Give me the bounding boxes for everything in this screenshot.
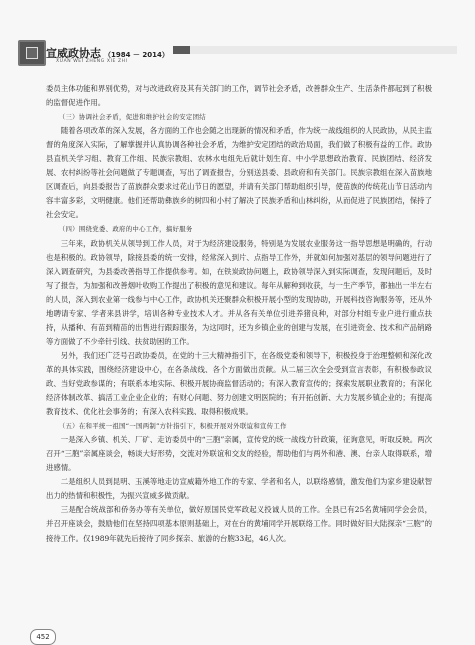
section-heading-4: （四）围绕党委、政府的中心工作，搞好服务	[58, 225, 193, 234]
page-body	[46, 82, 432, 546]
paragraph: 随着各项改革的深入发展，各方面的工作也会随之出现新的情况和矛盾，作为统一战线组织的人民政协，从民主监督的角度深入实际，了解掌握并认真协调各种社会矛盾，为维护安定团结的政治局面，我们做了积极有益的工作。政协县直机关学习组、教育工作组、民族宗教组、农林水电组先后就计划生育、中小学思想政治教育、民族团结、经济发展、农村纠纷等社会问题做了专题调查，写出了调查报告，分别送县委、县政府和有关部门。民族宗教组在深入苗族地区调查后，向县委报告了苗族群众要求过花山节日的愿望，并请有关部门帮助组织引导，使苗族的传统花山节日活动内容丰富多彩，文明健康。他们还帮助彝族乡的树四和小村了解决了民族矛盾和山林纠纷，从而促进了民族团结，保持了社会安定。	[46, 126, 432, 220]
paragraph: 另外，我们还广泛号召政协委员，在党的十三大精神指引下，在各级党委和领导下，积极投身于治理整顿和深化改革的具体实践，围绕经济建设中心，在各条战线、各个方面做出贡献。从二届三次全会受到宣言表彰，有积极参政议政、当好党政参谋的；有联系本地实际、积极开展协商监督活动的；有深入教育宣传的；探索发展职业教育的；有深化经济体制改革、搞活工业企业企业的；有财心问题、努力创建文明医院的；有开拓创新、大力发展乡镇企业的；有提高教育技术、优化社会事务的；有深入农科实践、取得积极成果。	[46, 350, 432, 417]
section-heading-5: （五）在和平统一祖国“一国两制”方针指引下，积极开展对外联谊和宣传工作	[58, 422, 287, 431]
paragraph: 三年来，政协机关从领导到工作人员，对于为经济建设服务，特别是为发展农业服务这一指导思想是明确的，行动也是积极的。政协领导，除接县委的统一安排，经常深入到片、点指导工作外，并就如何加强对基层的领导问题进行了深入调查研究，为县委改善指导工作提供参考。如，在铁炭政协问题上，政协领导深入到实际调查，发现问题后，及时写了报告，为加强和改善烟叶收购工作提出了积极的意见和建议。每年从解种到收获，与一生产季节，都抽出一半左右的人员，深入到农业第一线参与中心工作，政协机关还聚群众积极开展小型的发现协助，开展科技咨询服务等，还从外地聘请专家、学者来县讲学，培训各种专业技术人才。并从各有关单位引进养猪良种，对部分村组专业户进行重点扶持，从播种、有苗到精苗的出售进行跟踪服务，为这同时，还为乡镇企业的创建与发展，在引进资金、技术和产品销路等方面做了不少牵针引线、扶贫助困的工作。	[46, 238, 432, 346]
page-number: 452	[30, 629, 56, 645]
book-logo-icon	[18, 40, 46, 66]
paragraph: 一是深入乡镇、机关、厂矿、走访委员中的“三胞”亲属，宣传党的统一战线方针政策，征询意见，听取反映。两次召开“三胞”亲属座谈会，畅谈大好形势，交流对外联谊和交友的经验，帮助他们与两外和港、澳、台亲人取得联系，增进感情。	[46, 435, 432, 473]
book-years: （1984 － 2014）	[104, 51, 169, 59]
paragraph-continuation: 委员主体功能和界别优势，对与改进政府及其有关部门的工作，调节社会矛盾，改善群众生产、生活条件都起到了积极的监督促进作用。	[46, 84, 432, 108]
paragraph: 三是配合统战部和侨务办等有关单位，做好原国民党军政起义投诚人员的工作。全县已有25名黄埔同学会会员，并召开座谈会，鼓励他们在坚持四项基本原则基础上，对在台的黄埔同学开展联络工作。同时做好旧大陆探亲“三胞”的接待工作。仅1989年就先后接待了同乡探亲、旅游的台胞33起，46人次。	[46, 505, 432, 543]
section-heading-3: （三）协调社会矛盾，促进和维护社会的安定团结	[58, 113, 206, 122]
page-header	[0, 0, 475, 72]
book-pinyin: XUAN WEI ZHENG XIE ZHI	[56, 59, 128, 64]
book-logo-inner	[26, 47, 38, 59]
paragraph: 二是组织人员到昆明、玉溪等地走访宣威籍外地工作的专家、学者和名人，以联络感情，激发他们为家乡建设献智出力的热情和积极性，为振兴宣威多做贡献。	[46, 477, 432, 501]
book-title-text: 宣威政协志	[46, 47, 101, 60]
